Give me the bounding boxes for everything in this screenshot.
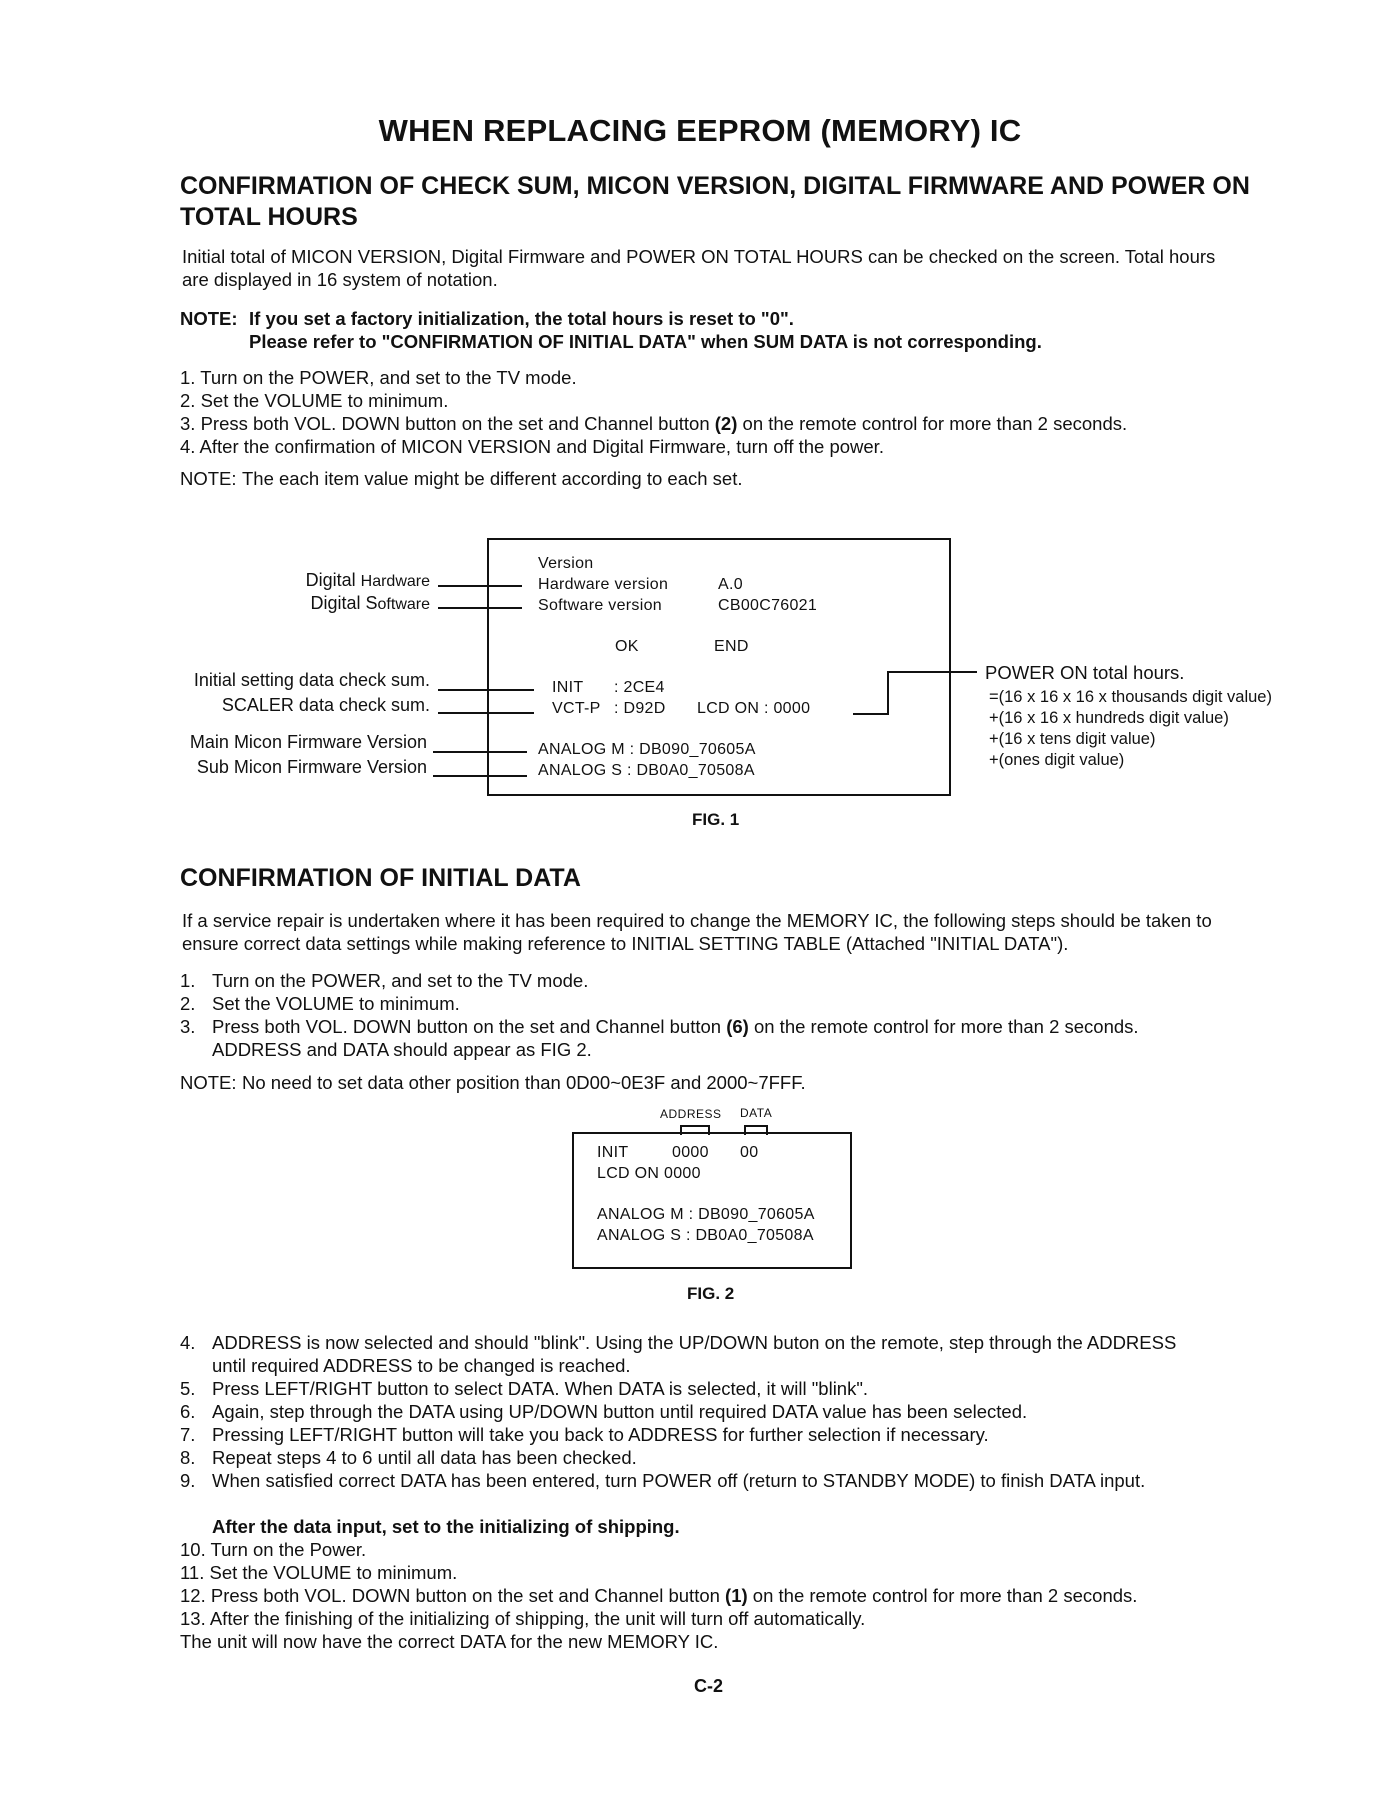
s2-step-3: 3. Press both VOL. DOWN button on the set and Channel button (6) on the remote control for more than 2 seconds. [180, 1016, 1139, 1037]
s2-step-4-cont: until required ADDRESS to be changed is reached. [212, 1355, 631, 1376]
label-digital-software: Digital Software [310, 593, 430, 613]
label-main-micon: Main Micon Firmware Version [189, 732, 427, 752]
s2-step-2: 2. Set the VOLUME to minimum. [180, 993, 460, 1014]
s2-note-text: No need to set data other position than 0D00~0E3F and 2000~7FFF. [242, 1072, 806, 1093]
fig2-caption: FIG. 2 [687, 1284, 735, 1303]
step-1: 1. Turn on the POWER, and set to the TV mode. [180, 367, 577, 388]
s2-step-6: 6. Again, step through the DATA using UP/DOWN button until required DATA value has been selected. [180, 1401, 1028, 1422]
power-on-label: POWER ON total hours. [985, 662, 1185, 683]
s2-step-10: 10. Turn on the Power. [180, 1539, 367, 1560]
s2-step-5: 5. Press LEFT/RIGHT button to select DATA. When DATA is selected, it will "blink". [180, 1378, 869, 1399]
label-init-checksum: Initial setting data check sum. [193, 670, 430, 690]
note2-text: The each item value might be different according to each set. [242, 468, 743, 489]
fig2-address-label: ADDRESS [660, 1107, 722, 1121]
formula-line-1: =(16 x 16 x 16 x thousands digit value) [989, 688, 1272, 706]
fig1-init-value: : 2CE4 [614, 679, 665, 696]
fig2-init-address: 0000 [672, 1144, 709, 1161]
fig1-sw-value: CB00C76021 [718, 597, 818, 614]
label-digital-hardware: Digital Hardware [305, 570, 430, 590]
fig2-data-label: DATA [740, 1106, 773, 1120]
fig2-init-label: INIT [597, 1144, 629, 1161]
final-statement: The unit will now have the correct DATA for the new MEMORY IC. [180, 1631, 719, 1652]
formula-line-4: +(ones digit value) [989, 751, 1125, 769]
formula-line-2: +(16 x 16 x hundreds digit value) [989, 709, 1229, 727]
s2-step-11: 11. Set the VOLUME to minimum. [180, 1562, 458, 1583]
fig1-version: Version [538, 555, 594, 572]
leader-line-hardware [438, 585, 522, 587]
fig2-address-bracket [680, 1125, 710, 1127]
leader-line-power-on-c [887, 671, 977, 673]
leader-line-init [438, 689, 534, 691]
s2-step-1: 1. Turn on the POWER, and set to the TV mode. [180, 970, 589, 991]
fig2-lcd-on: LCD ON 0000 [597, 1165, 701, 1182]
section-heading-initial-data: CONFIRMATION OF INITIAL DATA [180, 864, 581, 892]
s2-step-8: 8. Repeat steps 4 to 6 until all data has been checked. [180, 1447, 637, 1468]
fig1-init-label: INIT [552, 679, 584, 696]
label-scaler-checksum: SCALER data check sum. [221, 695, 430, 715]
page-number: C-2 [694, 1676, 724, 1696]
fig2-data-bracket [744, 1125, 768, 1127]
s2-step-3-cont: ADDRESS and DATA should appear as FIG 2. [212, 1039, 592, 1060]
note2-label: NOTE: [180, 468, 237, 489]
shipping-heading: After the data input, set to the initializing of shipping. [212, 1516, 680, 1537]
fig2-analog-m: ANALOG M : DB090_70605A [597, 1206, 815, 1223]
note-line-1: If you set a factory initialization, the total hours is reset to "0". [249, 308, 794, 329]
fig1-vctp-label: VCT-P [552, 700, 601, 717]
fig1-lcd-on: LCD ON : 0000 [697, 700, 811, 717]
fig2-analog-s: ANALOG S : DB0A0_70508A [597, 1227, 814, 1244]
section-heading-checksum: CONFIRMATION OF CHECK SUM, MICON VERSION, DIGITAL FIRMWARE AND POWER ON TOTAL HOURS [180, 172, 1250, 231]
s2-step-13: 13. After the finishing of the initializing of shipping, the unit will turn off automatically. [180, 1608, 866, 1629]
fig1-ok: OK [615, 638, 639, 655]
fig2-init-data: 00 [740, 1144, 759, 1161]
leader-line-power-on-a [853, 713, 889, 715]
fig1-sw-label: Software version [538, 597, 662, 614]
formula-line-3: +(16 x tens digit value) [989, 730, 1156, 748]
leader-line-software [438, 607, 522, 609]
fig1-hw-value: A.0 [718, 576, 743, 593]
step-3: 3. Press both VOL. DOWN button on the set and Channel button (2) on the remote control for more than 2 seconds. [180, 413, 1128, 434]
step-4: 4. After the confirmation of MICON VERSION and Digital Firmware, turn off the power. [180, 436, 884, 457]
s2-step-12: 12. Press both VOL. DOWN button on the set and Channel button (1) on the remote control for more than 2 seconds. [180, 1585, 1138, 1606]
page-title: WHEN REPLACING EEPROM (MEMORY) IC [378, 113, 1022, 148]
fig1-end: END [714, 638, 749, 655]
s2-step-7: 7. Pressing LEFT/RIGHT button will take you back to ADDRESS for further selection if necessary. [180, 1424, 989, 1445]
leader-line-scaler [438, 712, 534, 714]
s2-step-9: 9. When satisfied correct DATA has been entered, turn POWER off (return to STANDBY MODE) to finish DATA input. [180, 1470, 1146, 1491]
leader-line-main-micon [433, 751, 527, 753]
s2-note-label: NOTE: [180, 1072, 237, 1093]
leader-line-power-on-b [887, 671, 889, 715]
fig1-analog-s: ANALOG S : DB0A0_70508A [538, 762, 755, 779]
step-2: 2. Set the VOLUME to minimum. [180, 390, 449, 411]
section2-intro: If a service repair is undertaken where it has been required to change the MEMORY IC, the following steps should be taken to ensure correct data settings while making reference to INITIAL SETTING TABLE (Attached "INITIAL DATA"). [182, 910, 1212, 954]
fig1-analog-m: ANALOG M : DB090_70605A [538, 741, 756, 758]
leader-line-sub-micon [433, 775, 527, 777]
note-line-2: Please refer to "CONFIRMATION OF INITIAL DATA" when SUM DATA is not corresponding. [249, 331, 1042, 352]
label-sub-micon: Sub Micon Firmware Version [196, 757, 427, 777]
s2-step-4: 4. ADDRESS is now selected and should "blink". Using the UP/DOWN buton on the remote, step through the ADDRESS [180, 1332, 1177, 1353]
section1-intro: Initial total of MICON VERSION, Digital Firmware and POWER ON TOTAL HOURS can be checked on the screen. Total hours are displayed in 16 system of notation. [182, 246, 1216, 290]
fig1-caption: FIG. 1 [692, 810, 740, 829]
note-label: NOTE: [180, 308, 238, 329]
fig1-vctp-value: : D92D [614, 700, 666, 717]
fig1-hw-label: Hardware version [538, 576, 669, 593]
